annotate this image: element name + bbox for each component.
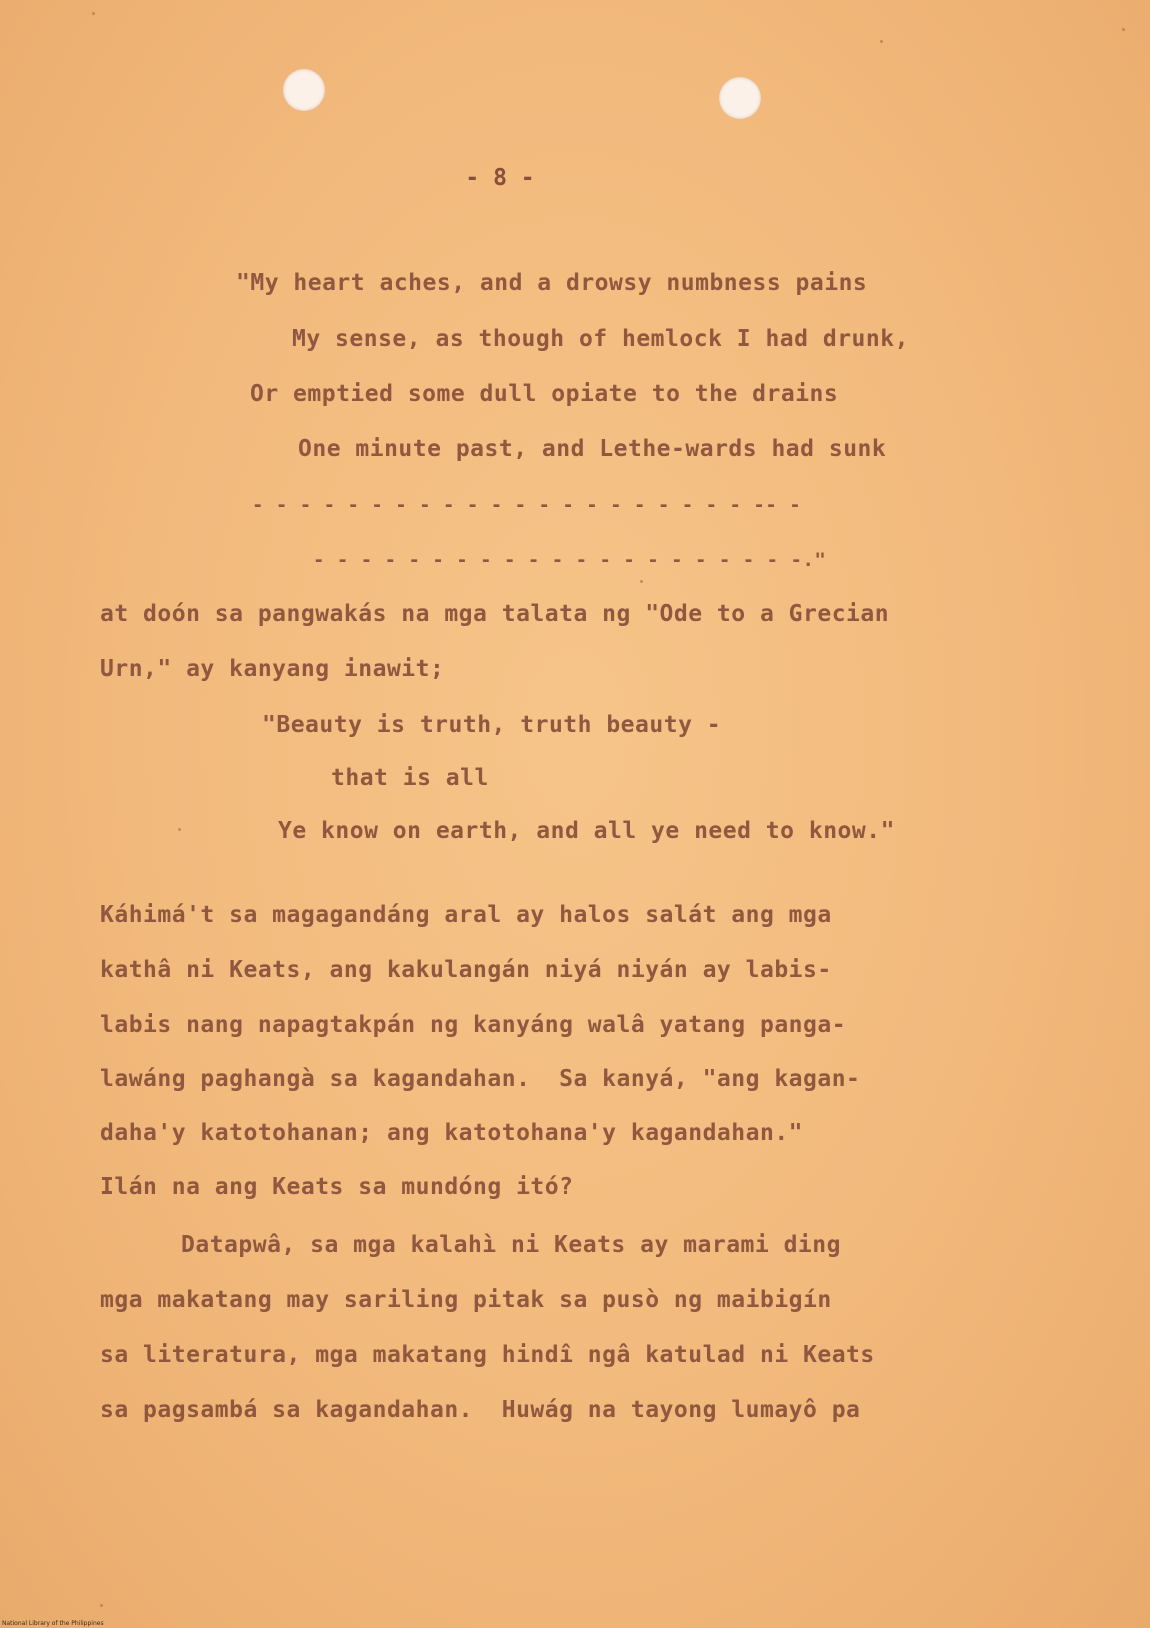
poem-1-ellipsis: - - - - - - - - - - - - - - - - - - - - -." — [313, 549, 827, 571]
paragraph-2-line: sa literatura, mga makatang hindî ngâ katulad ni Keats — [100, 1342, 875, 1368]
paragraph-1-line: kathâ ni Keats, ang kakulangán niyá niyán ay labis- — [100, 957, 832, 983]
poem-2-line: Ye know on earth, and all ye need to know." — [278, 818, 895, 844]
poem-1-line: My sense, as though of hemlock I had drunk, — [292, 326, 909, 352]
paragraph-2-line: mga makatang may sariling pitak sa pusò ng maibigín — [100, 1287, 832, 1313]
paper-speck — [100, 1604, 103, 1607]
intro-line: at doón sa pangwakás na mga talata ng "Ode to a Grecian — [100, 601, 890, 627]
poem-1-line: "My heart aches, and a drowsy numbness pains — [236, 270, 868, 296]
poem-2-line: that is all — [331, 765, 489, 791]
poem-2-line: "Beauty is truth, truth beauty - — [262, 712, 722, 738]
paragraph-1-line: Ilán na ang Keats sa mundóng itó? — [100, 1174, 574, 1200]
intro-line: Urn," ay kanyang inawit; — [100, 656, 445, 682]
paragraph-1-line: daha'y katotohanan; ang katotohana'y kagandahan." — [100, 1120, 804, 1146]
poem-1-line: Or emptied some dull opiate to the drains — [250, 381, 839, 407]
page-number: - 8 - — [465, 165, 535, 191]
paragraph-1-line: labis nang napagtakpán ng kanyáng walâ yatang panga- — [100, 1012, 847, 1038]
footer-credit: National Library of the Philippines — [2, 1620, 104, 1627]
poem-1-ellipsis: - - - - - - - - - - - - - - - - - - - - - -- - — [252, 494, 802, 516]
poem-1-line: One minute past, and Lethe-wards had sunk — [298, 436, 887, 462]
paragraph-2-line: sa pagsambá sa kagandahan. Huwág na tayong lumayô pa — [100, 1397, 861, 1423]
paragraph-1-line: lawáng paghangà sa kagandahan. Sa kanyá, "ang kagan- — [100, 1066, 861, 1092]
punch-hole-left — [283, 69, 325, 111]
paper-speck — [880, 40, 883, 43]
paragraph-2-line: Datapwâ, sa mga kalahì ni Keats ay marami ding — [181, 1232, 841, 1258]
paragraph-1-line: Káhimá't sa magagandáng aral ay halos salát ang mga — [100, 902, 832, 928]
paper-speck — [178, 828, 181, 831]
punch-hole-right — [719, 77, 761, 119]
paper-speck — [92, 12, 95, 15]
paper-speck — [1122, 28, 1125, 31]
paper-speck — [640, 580, 643, 583]
